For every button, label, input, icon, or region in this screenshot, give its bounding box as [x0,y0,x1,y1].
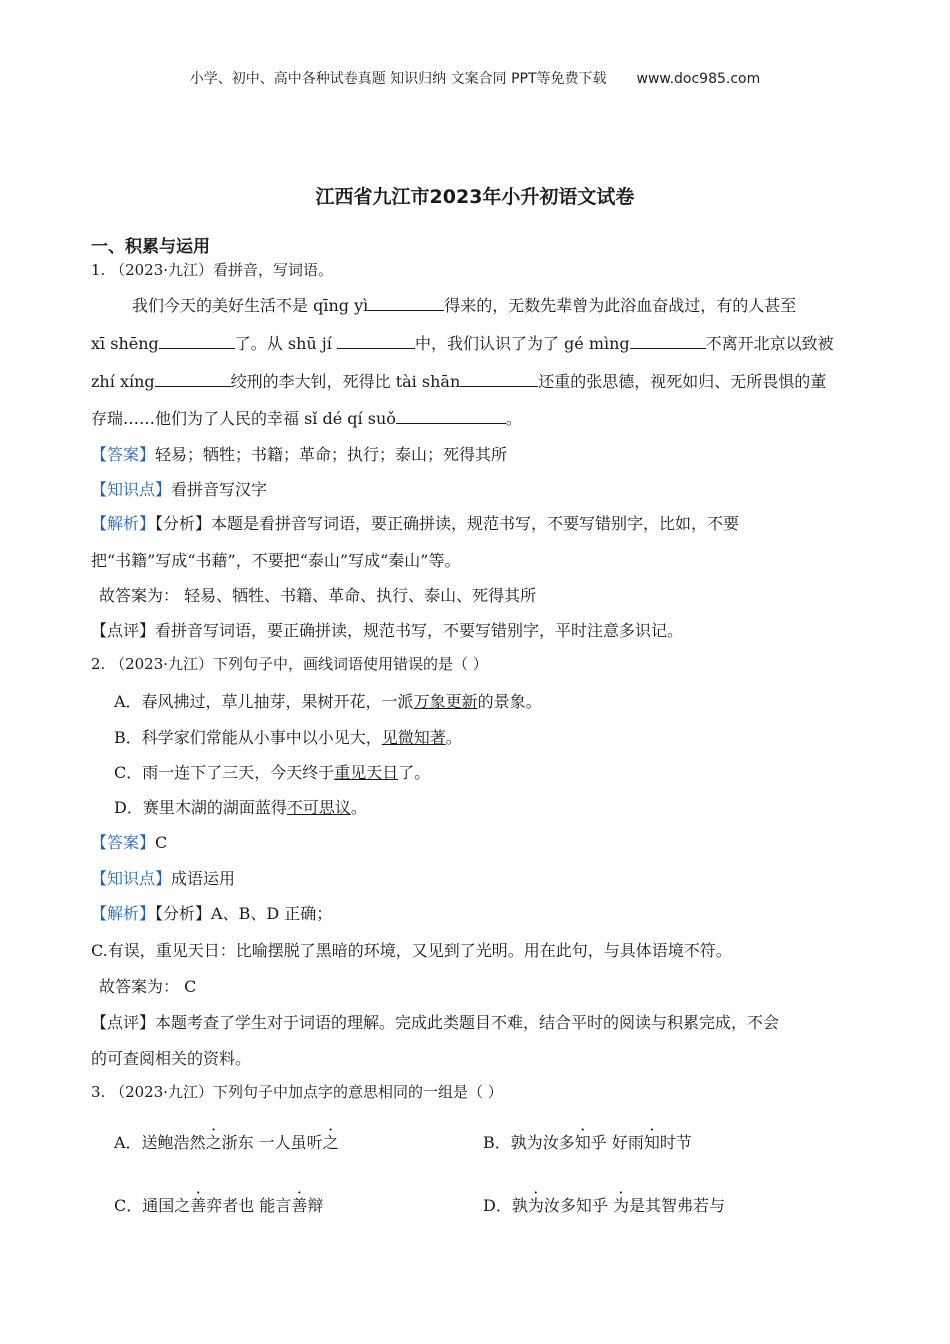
q1-line3 [91,369,826,392]
option-text: B．孰为汝多 [483,1133,575,1152]
q3-stem: 3. （2023·九江）下列句子中加点字的意思相同的一组是（ ） [91,1083,503,1101]
q2-option-a[interactable] [114,689,542,712]
kp-tag: 【知识点】 [91,869,172,888]
header-site[interactable]: www.doc985.com [636,71,761,87]
answer-blank[interactable] [155,372,231,387]
q2-comment: 【点评】本题考查了学生对于词语的理解。完成此类题目不难，结合平时的阅读与积累完成，不会 [91,1013,780,1032]
q1-text: 中，我们认识了为了 gé mìng [414,334,630,353]
underlined-word: 万象更新 [413,692,478,711]
q3-option-c[interactable] [114,1193,323,1216]
option-text: A．送鲍浩然 [114,1133,206,1152]
answer-text: C [155,833,168,852]
dotted-char: 知 [643,1133,660,1152]
q1-text: 不离开北京以致被 [705,334,834,353]
q1-line2 [91,331,834,354]
option-text: 时节 [659,1133,692,1152]
dotted-char: 知 [574,1133,591,1152]
q1-answer [91,442,507,465]
answer-blank[interactable] [159,334,235,349]
q1-analysis-line2: 把“书籍”写成“书藉”，不要把“泰山”写成“秦山”等。 [91,551,461,570]
answer-tag: 【答案】 [91,833,156,852]
dotted-char: 善 [291,1196,308,1215]
option-text: 汝多知乎 [543,1196,613,1215]
answer-tag: 【答案】 [91,445,156,464]
q2-analysis [91,901,332,924]
kp-tag: 【知识点】 [91,480,172,499]
q2-option-c[interactable] [114,760,430,783]
underlined-word: 见微知著 [381,728,446,747]
analysis-tag: 【解析】 [91,514,156,533]
answer-blank[interactable] [337,334,415,349]
q1-text: 得来的，无数先辈曾为此浴血奋战过，有的人甚至 [444,296,797,315]
q1-knowledge-point [91,477,267,500]
answer-blank[interactable] [368,296,444,311]
dotted-char: 之 [205,1133,222,1152]
kp-text: 看拼音写汉字 [171,480,268,499]
q2-stem: 2. （2023·九江）下列句子中，画线词语使用错误的是（ ） [91,655,488,673]
option-text: 辩 [307,1196,324,1215]
q1-text: zhí xíng [91,372,155,391]
option-text: A．春风拂过，草儿抽芽，果树开花，一派 [114,692,414,711]
option-text: D．赛里木湖的湖面蓝得 [114,798,287,817]
dotted-char: 之 [322,1133,339,1152]
q1-text: xī shēng [91,334,159,353]
option-text: C．通国之 [114,1196,191,1215]
q1-line1 [132,293,796,316]
q1-text: 绞刑的李大钊，死得比 tài shān [230,372,461,391]
underlined-word: 不可思议 [286,798,351,817]
page-title: 江西省九江市2023年小升初语文试卷 [315,186,635,208]
header-text: 小学、初中、高中各种试卷真题 知识归纳 文案合同 PPT等免费下载 [189,71,607,87]
q3-option-d[interactable] [483,1193,725,1216]
answer-blank[interactable] [396,409,506,424]
q2-comment-line2: 的可查阅相关的资料。 [91,1049,252,1068]
q2-analysis-line2: C.有误，重见天日：比喻摆脱了黑暗的环境，又见到了光明。用在此句，与具体语境不符。 [91,941,732,960]
q1-comment: 【点评】看拼音写词语，要正确拼读，规范书写，不要写错别字，平时注意多识记。 [91,621,684,640]
q2-knowledge-point [91,866,235,889]
answer-blank[interactable] [460,372,538,387]
q2-option-b[interactable] [114,725,462,748]
answer-blank[interactable] [630,334,706,349]
dotted-char: 为 [527,1196,544,1215]
dotted-char: 为 [612,1196,629,1215]
q1-text: 。 [505,409,522,428]
option-text: B．科学家们常能从小事中以小见大， [114,728,382,747]
underlined-word: 重见天日 [334,763,399,782]
option-text: 。 [350,798,367,817]
option-text: 。 [445,728,462,747]
analysis-text: 【分析】A、B、D 正确； [155,904,333,923]
section-heading: 一、积累与运用 [91,237,210,257]
q2-answer [91,830,167,853]
q1-text: 我们今天的美好生活不是 qīng yì [132,296,369,315]
option-text: 了。 [398,763,431,782]
q1-analysis [91,511,739,534]
q1-line4 [91,406,522,429]
analysis-text: 【分析】本题是看拼音写词语，要正确拼读，规范书写，不要写错别字，比如，不要 [155,514,740,533]
q3-option-a[interactable] [114,1130,339,1153]
option-text: 是其智弗若与 [628,1196,725,1215]
analysis-tag: 【解析】 [91,904,156,923]
q3-option-b[interactable] [483,1130,692,1153]
option-text: 的景象。 [477,692,542,711]
q1-text: 存瑞……他们为了人民的幸福 sǐ dé qí suǒ [91,409,396,428]
q1-stem: 1. （2023·九江）看拼音，写词语。 [91,261,334,279]
option-text: D．孰 [483,1196,528,1215]
option-text: 乎 好雨 [590,1133,644,1152]
answer-text: 轻易；牺牲；书籍；革命；执行；泰山；死得其所 [155,445,508,464]
q2-final-answer: 故答案为： C [99,977,197,996]
page-header [0,68,950,88]
option-text: 弈者也 能言 [206,1196,292,1215]
q1-final-answer: 故答案为： 轻易、牺牲、书籍、革命、执行、泰山、死得其所 [99,586,537,605]
dotted-char: 善 [190,1196,207,1215]
kp-text: 成语运用 [171,869,236,888]
q2-option-d[interactable] [114,795,367,818]
q1-text: 了。从 shū jí [234,334,332,353]
option-text: 浙东 一人虽听 [221,1133,323,1152]
option-text: C．雨一连下了三天，今天终于 [114,763,335,782]
q1-text: 还重的张思德，视死如归、无所畏惧的董 [538,372,827,391]
